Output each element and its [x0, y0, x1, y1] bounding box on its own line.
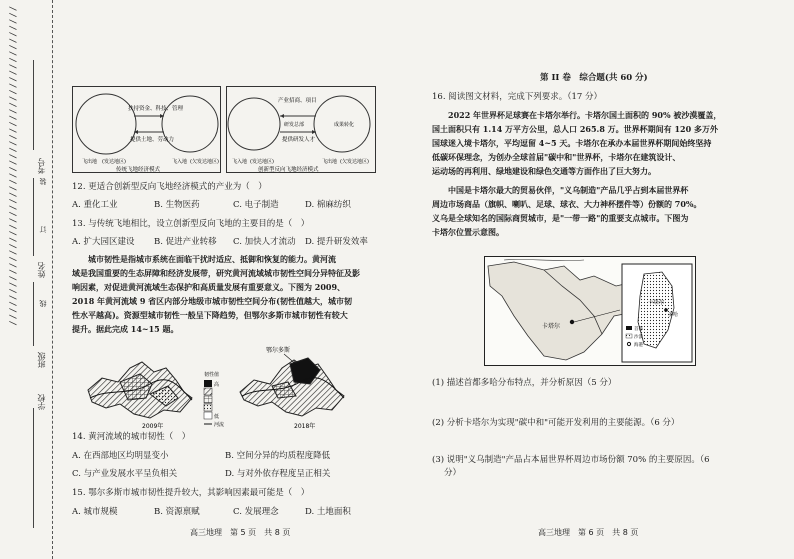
- para2-line: 卡塔尔位置示意图。: [432, 227, 504, 237]
- left-in-sub: (欠发达地区): [190, 159, 219, 165]
- q15-option-a: A. 城市规模: [72, 507, 118, 517]
- right-in-sub: (发达地区): [250, 159, 274, 165]
- question-15: 15. 鄂尔多斯市城市韧性提升较大，其影响因素最可能是（ ）: [72, 488, 310, 498]
- inset-legend-desert: 沙漠: [634, 335, 643, 340]
- inset-country-label: 卡塔尔: [648, 300, 665, 306]
- para2-line: 义乌是全球知名的国际商贸城市，是"一带一路"的重要支点城市。下图为: [432, 213, 689, 223]
- legend-high: 高: [214, 382, 220, 388]
- binding-strip: [0, 0, 53, 559]
- q15-option-c: C. 发展理念: [233, 507, 279, 517]
- left-arrow-bottom-label: 提供土地、劳动力: [130, 137, 175, 143]
- sub-question-3: (3) 说明"义乌制造"产品占本届世界杯周边市场份额 70% 的主要原因。（6: [432, 455, 710, 465]
- q13-option-d: D. 提升研发效率: [305, 237, 368, 247]
- seal-char: 线: [39, 300, 47, 307]
- legend-river: 河流: [214, 422, 225, 428]
- inset-legend-capital: 首都: [634, 327, 643, 332]
- right-out-label: 飞出地: [322, 159, 338, 165]
- left-figure-title: 传统飞地经济模式: [116, 167, 161, 173]
- right-arrow-bottom-label: 提供研发人才: [282, 137, 316, 143]
- left-page-footer: 高三地理 第 5 页 共 8 页: [190, 528, 291, 537]
- question-13: 13. 与传统飞地相比，设立创新型反向飞地的主要目的是（ ）: [72, 219, 310, 229]
- name-label: 姓名: [37, 262, 46, 278]
- q13-option-c: C. 加快人才流动: [233, 237, 296, 247]
- legend-note: 韧性值: [204, 372, 220, 378]
- left-out-label: 飞出地: [82, 159, 98, 165]
- inset-legend-port: 海港: [634, 343, 643, 348]
- q15-option-b: B. 资源禀赋: [154, 507, 200, 517]
- para1-line: 2022 年世界杯足球赛在卡塔尔举行。卡塔尔国土面积的 90% 被沙漠覆盖，: [432, 110, 722, 120]
- map-year-2018: 2018年: [294, 423, 316, 430]
- passage-line: 性水平越高)。资源型城市韧性一般呈下降趋势，但鄂尔多斯市城市韧性有较大: [72, 310, 348, 320]
- q15-option-d: D. 土地面积: [305, 507, 351, 517]
- right-figure-title: 创新型反向飞地经济模式: [258, 167, 319, 173]
- right-out-sub: (欠发达地区): [340, 159, 369, 165]
- right-in-label: 飞入地: [232, 159, 248, 165]
- passage-line: 2018 年黄河流域 9 省区内部分地级市城市韧性空间分布(韧性值越大，城市韧: [72, 296, 352, 306]
- para2-line: 周边市场商品（旗帜、喇叭、足球、球衣、大力神杯摆件等）份额的 70%。: [432, 199, 702, 209]
- q12-option-a: A. 重化工业: [72, 200, 118, 210]
- q12-option-d: D. 棉麻纺织: [305, 200, 351, 210]
- right-arrow-top-label: 产业招商、项目: [278, 98, 317, 104]
- school-label: 学校: [37, 394, 46, 410]
- para1-line: 低碳环保理念，为创办全球首届"碳中和"世界杯，卡塔尔在建筑设计、: [432, 152, 681, 162]
- q13-option-b: B. 促进产业转移: [154, 237, 217, 247]
- section-title: 第 II 卷 综合题(共 60 分): [540, 73, 648, 83]
- seal-char: 装: [39, 178, 47, 185]
- left-out-sub: (发达地区): [102, 159, 126, 165]
- passage-line: 响因素，对促进黄河流域生态保护和高质量发展有重要意义。下图为 2009、: [72, 282, 346, 292]
- para1-line: 运动场的再利用、绿地建设和绿色交通等方面作出了巨大努力。: [432, 166, 656, 176]
- question-16: 16. 阅读图文材料，完成下列要求。（17 分）: [432, 92, 602, 102]
- class-line: [33, 282, 34, 346]
- class-label: 班级: [37, 352, 46, 368]
- flying-land-diagram: [72, 86, 376, 174]
- qatar-inset: [622, 264, 692, 362]
- resilience-maps: [80, 338, 380, 430]
- para1-line: 国土面积只有 1.14 万平方公里，总人口 265.8 万。世界杯期间有 120 多万外: [432, 124, 718, 134]
- passage-line: 提升。据此完成 14~15 题。: [72, 324, 179, 334]
- right-arrow-mid2: 成果转化: [334, 122, 355, 128]
- legend-low: 低: [214, 414, 220, 420]
- seal-char: 订: [39, 226, 47, 233]
- para2-line: 中国是卡塔尔最大的贸易伙伴，"义乌制造"产品几乎占到本届世界杯: [432, 185, 689, 195]
- map-legend: [204, 371, 224, 428]
- q14-option-d: D. 与对外依存程度呈正相关: [225, 469, 331, 479]
- sub-question-2: (2) 分析卡塔尔为实现"碳中和"可能开发利用的主要能源。（6 分）: [432, 418, 680, 428]
- para1-line: 国球迷入境卡塔尔，平均逗留 4~5 天。卡塔尔在承办本届世界杯期间始终坚持: [432, 138, 712, 148]
- question-14: 14. 黄河流域的城市韧性（ ）: [72, 432, 191, 442]
- map-2018: [240, 346, 344, 430]
- inset-doha-label: 多哈: [668, 312, 679, 318]
- school-line: [33, 408, 34, 528]
- exam-number-line: [33, 60, 34, 150]
- q14-option-b: B. 空间分异的均质程度降低: [225, 451, 331, 461]
- q13-option-a: A. 扩大园区建设: [72, 237, 135, 247]
- map-year-2009: 2009年: [142, 423, 164, 430]
- q14-option-c: C. 与产业发展水平呈负相关: [72, 469, 178, 479]
- q14-option-a: A. 在西部地区均明显变小: [72, 451, 169, 461]
- right-page-footer: 高三地理 第 6 页 共 8 页: [538, 528, 639, 537]
- qatar-label: 卡塔尔: [542, 323, 561, 330]
- ordos-label: 鄂尔多斯: [266, 347, 291, 354]
- q12-option-b: B. 生物医药: [154, 200, 200, 210]
- qatar-location-map: [484, 256, 696, 366]
- name-line: [33, 178, 34, 256]
- cut-line: //////////////////////////////////////////////////: [7, 6, 17, 327]
- right-arrow-mid1: 研发总部: [284, 122, 305, 128]
- sub-question-3-cont: 分）: [444, 468, 462, 478]
- left-in-label: 飞入地: [172, 159, 188, 165]
- passage-line: 域是我国重要的生态屏障和经济发展带，研究黄河流域城市韧性空间分异特征及影: [72, 268, 360, 278]
- left-arrow-top-label: 扶持资金、科技、管理: [128, 106, 184, 112]
- question-12: 12. 更适合创新型反向飞地经济模式的产业为（ ）: [72, 182, 267, 192]
- exam-number-label: 考号: [37, 158, 46, 174]
- q12-option-c: C. 电子制造: [233, 200, 279, 210]
- passage-line: 城市韧性是指城市系统在面临干扰时适应、抵御和恢复的能力。黄河流: [72, 254, 336, 264]
- map-2009: [88, 362, 192, 430]
- sub-question-1: (1) 描述首都多哈分布特点，并分析原因（5 分）: [432, 378, 617, 388]
